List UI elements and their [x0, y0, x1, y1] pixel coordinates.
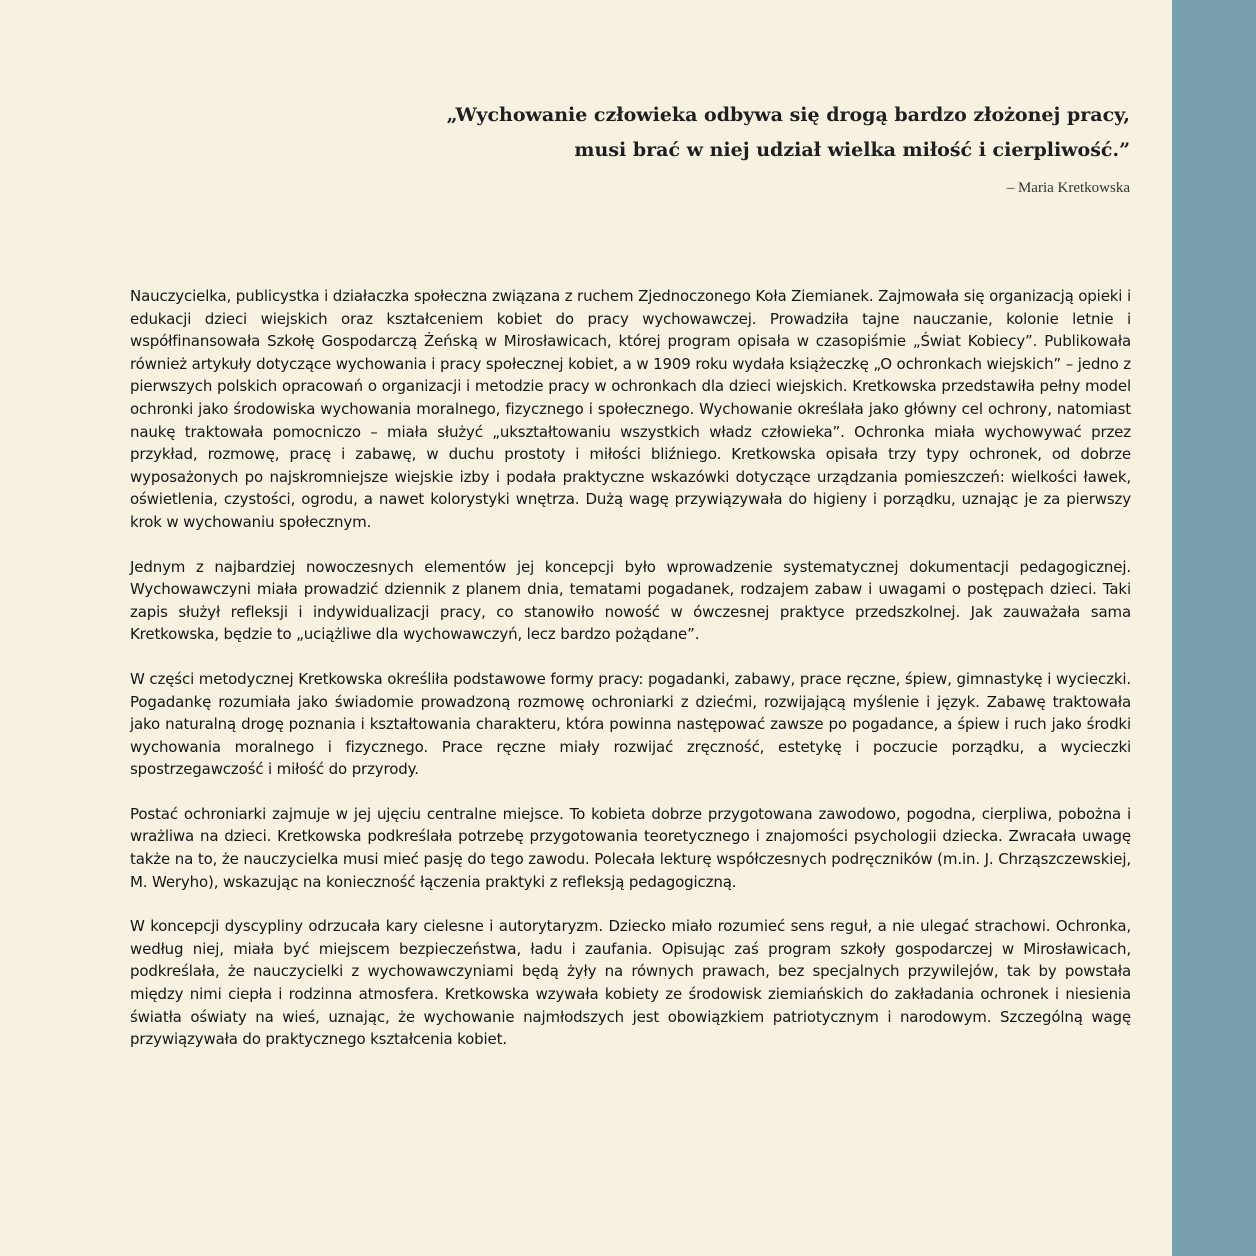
quote-author: – Maria Kretkowska: [1006, 180, 1130, 196]
quote-block: [330, 98, 1130, 197]
paragraph-3: W części metodycznej Kretkowska określiła podstawowe formy pracy: pogadanki, zabawy, prace ręczne, śpiew, gimnastykę i wycieczki. Pogadankę rozumiała jako świadomie prowadzoną rozmowę ochroniarki z dziećmi, rozwijającą myślenie i język. Zabawę traktowała jako naturalną drogę poznania i kształtowania charakteru, która powinna następować zawsze po pogadance, a śpiew i ruch jako środki wychowania moralnego i fizycznego. Prace ręczne miały rozwijać zręczność, estetykę i poczucie porządku, a wycieczki spostrzegawczość i miłość do przyrody.: [130, 669, 1131, 779]
side-color-band: [1172, 0, 1256, 1256]
paragraph-2: Jednym z najbardziej nowoczesnych elementów jej koncepcji było wprowadzenie systematycznej dokumentacji pedagogicznej. Wychowawczyni miała prowadzić dziennik z planem dnia, tematami pogadanek, rodzajem zabaw i uwagami o postępach dzieci. Taki zapis służył refleksji i indywidualizacji pracy, co stanowiło nowość w ówczesnej praktyce przedszkolnej. Jak zauważała sama Kretkowska, będzie to „uciążliwe dla wychowawczyń, lecz bardzo pożądane”.: [130, 557, 1131, 644]
quote-line-1: „Wychowanie człowieka odbywa się drogą bardzo złożonej pracy,: [446, 104, 1130, 126]
paragraph-5: W koncepcji dyscypliny odrzucała kary cielesne i autorytaryzm. Dziecko miało rozumieć sens reguł, a nie ulegać strachowi. Ochronka, według niej, miała być miejscem bezpieczeństwa, ładu i zaufania. Opisując zaś program szkoły gospodarczej w Mirosławicach, podkreślała, że nauczycielki z wychowawczyniami będą żyły na równych prawach, bez specjalnych przywilejów, tak by powstała między nimi ciepła i rodzinna atmosfera. Kretkowska wzywała kobiety ze środowisk ziemiańskich do zakładania ochronek i niesienia światła oświaty na wieś, uznając, że wychowanie najmłodszych jest obowiązkiem patriotycznym i narodowym. Szczególną wagę przywiązywała do praktycznego kształcenia kobiet.: [130, 917, 1131, 1049]
paragraph-1: Nauczycielka, publicystka i działaczka społeczna związana z ruchem Zjednoczonego Koła Ziemianek. Zajmowała się organizacją opieki i edukacji dzieci wiejskich oraz kształceniem kobiet do pracy wychowawczej. Prowadziła tajne nauczanie, kolonie letnie i współfinansowała Szkołę Gospodarczą Żeńską w Mirosławicach, której program opisała w czasopiśmie „Świat Kobiecy”. Publikowała również artykuły dotyczące wychowania i pracy społecznej kobiet, a w 1909 roku wydała książeczkę „O ochronkach wiejskich” – jedno z pierwszych polskich opracowań o organizacji i metodzie pracy w ochronkach dla dzieci wiejskich. Kretkowska przedstawiła pełny model ochronki jako środowiska wychowania moralnego, fizycznego i społecznego. Wychowanie określała jako główny cel ochrony, natomiast naukę traktowała pomocniczo – miała służyć „ukształtowaniu wszystkich władz człowieka”. Ochronka miała wychowywać przez przykład, rozmowę, pracę i zabawę, w duchu prostoty i miłości bliźniego. Kretkowska opisała trzy typy ochronek, od dobrze wyposażonych po najskromniejsze wiejskie izby i podała praktyczne wskazówki dotyczące urządzania pomieszczeń: wielkości ławek, oświetlenia, czystości, ogrodu, a nawet kolorystyki wnętrza. Dużą wagę przywiązywała do higieny i porządku, uznając je za pierwszy krok w wychowaniu społecznym.: [130, 287, 1131, 531]
paragraph-4: Postać ochroniarki zajmuje w jej ujęciu centralne miejsce. To kobieta dobrze przygotowana zawodowo, pogodna, cierpliwa, pobożna i wrażliwa na dzieci. Kretkowska podkreślała potrzebę przygotowania teoretycznego i znajomości psychologii dziecka. Zwracała uwagę także na to, że nauczycielka musi mieć pasję do tego zawodu. Polecała lekturę współczesnych podręczników (m.in. J. Chrząszczewskiej, M. Weryho), wskazując na konieczność łączenia praktyki z refleksją pedagogiczną.: [130, 804, 1131, 891]
quote-line-2: musi brać w niej udział wielka miłość i cierpliwość.”: [574, 139, 1130, 161]
article-body: [130, 285, 1131, 1073]
